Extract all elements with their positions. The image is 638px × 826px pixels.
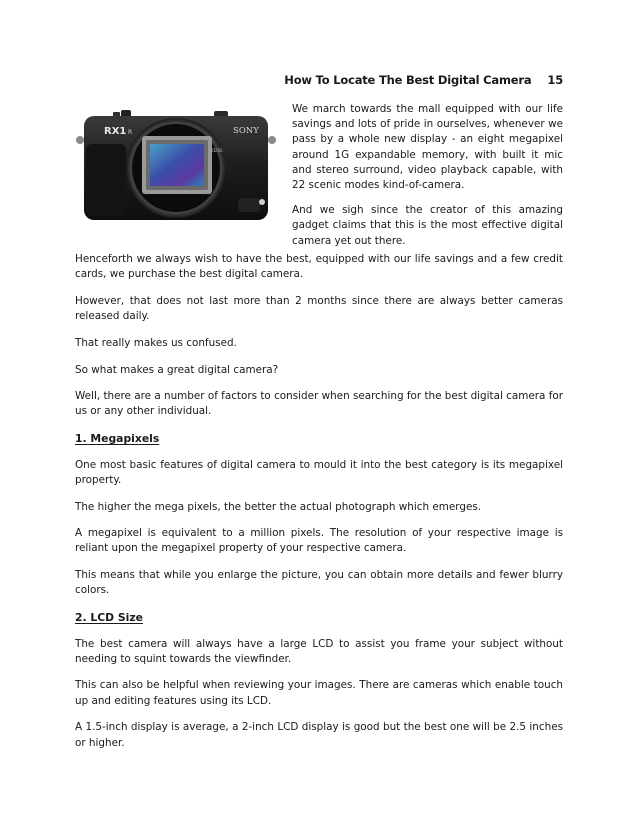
section-heading-lcd-size: 2. LCD Size xyxy=(75,611,143,625)
paragraph: Well, there are a number of factors to consider when searching for the best digital camera for us or any other individual. xyxy=(75,390,563,418)
brand-label: SONY xyxy=(233,126,259,136)
lens-label: ZEISS xyxy=(211,148,223,153)
paragraph: This can also be helpful when reviewing your images. There are cameras which enable touch up and editing features using its LCD. xyxy=(75,679,563,707)
page-header xyxy=(75,73,563,89)
camera-image xyxy=(76,108,276,223)
paragraph: Henceforth we always wish to have the best, equipped with our life savings and a few credit cards, we purchase the best digital camera. xyxy=(75,253,563,281)
header-title: How To Locate The Best Digital Camera xyxy=(284,73,532,87)
body-text xyxy=(75,252,563,762)
model-label: RX1 xyxy=(104,126,127,137)
model-sub-label: R xyxy=(128,129,133,136)
paragraph: A 1.5-inch display is average, a 2-inch LCD display is good but the best one will be 2.5 inches or higher. xyxy=(75,721,563,749)
paragraph: One most basic features of digital camera to mould it into the best category is its megapixel property. xyxy=(75,458,563,486)
paragraph: The best camera will always have a large LCD to assist you frame your subject without needing to squint towards the viewfinder. xyxy=(75,637,563,665)
side-paragraph-2: And we sigh since the creator of this amazing gadget claims that this is the most effective digital camera yet out there. xyxy=(292,204,563,247)
paragraph: A megapixel is equivalent to a million pixels. The resolution of your respective image is reliant upon the megapixel property of your respective camera. xyxy=(75,527,563,555)
paragraph: However, that does not last more than 2 months since there are always better cameras released daily. xyxy=(75,294,563,323)
paragraph: So what makes a great digital camera? xyxy=(75,363,279,376)
paragraph: This means that while you enlarge the picture, you can obtain more details and fewer blurry colors. xyxy=(75,569,563,597)
paragraph: That really makes us confused. xyxy=(75,336,237,349)
section-heading-megapixels: 1. Megapixels xyxy=(75,432,160,446)
paragraph: The higher the mega pixels, the better the actual photograph which emerges. xyxy=(75,500,482,513)
side-paragraph-1: We march towards the mall equipped with our life savings and lots of pride in ourselves, whenever we pass by a whole new display - an eight megapixel around 1G expandable memory, with built it mic and stereo surround, video playback capable, with 22 scenic modes kind-of-camera. xyxy=(292,103,563,192)
side-text xyxy=(292,102,563,259)
page-number: 15 xyxy=(547,73,563,87)
